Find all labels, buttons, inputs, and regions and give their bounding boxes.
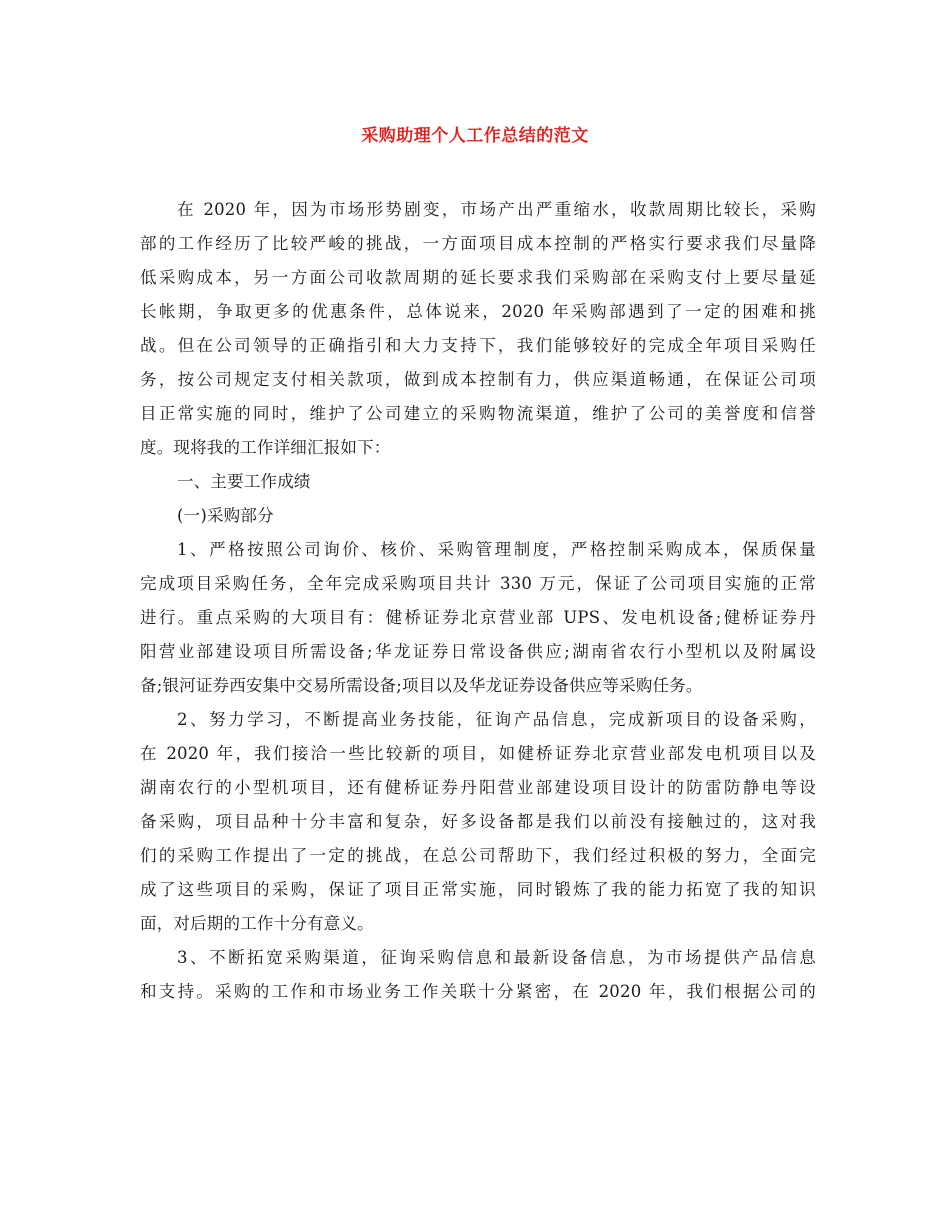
text-line: 成了这些项目的采购，保证了项目正常实施，同时锻炼了我的能力拓宽了我的知识 [140,880,816,899]
text-line: 一、主要工作成绩 [177,472,311,491]
text-line: 度。现将我的工作详细汇报如下： [140,438,391,457]
text-line: 部的工作经历了比较严峻的挑战，一方面项目成本控制的严格实行要求我们尽量降 [140,234,816,253]
text-line: 进行。重点采购的大项目有：健桥证券北京营业部 UPS、发电机设备;健桥证券丹 [140,608,816,627]
text-line: 战。但在公司领导的正确指引和大力支持下，我们能够较好的完成全年项目采购任 [140,336,816,355]
text-line: 和支持。采购的工作和市场业务工作关联十分紧密，在 2020 年，我们根据公司的 [140,982,816,1001]
text-line: 们的采购工作提出了一定的挑战，在总公司帮助下，我们经过积极的努力，全面完 [140,846,816,865]
document-title: 采购助理个人工作总结的范文 [361,126,589,146]
text-line: 完成项目采购任务，全年完成采购项目共计 330 万元，保证了公司项目实施的正常 [140,574,816,593]
text-line: 低采购成本，另一方面公司收款周期的延长要求我们采购部在采购支付上要尽量延 [140,268,816,287]
text-line: 备采购，项目品种十分丰富和复杂，好多设备都是我们以前没有接触过的，这对我 [140,812,816,831]
text-line: 1、严格按照公司询价、核价、采购管理制度，严格控制采购成本，保质保量 [177,540,816,559]
text-line: 在 2020 年，我们接洽一些比较新的项目，如健桥证券北京营业部发电机项目以及 [140,744,816,763]
text-line: 长帐期，争取更多的优惠条件，总体说来，2020 年采购部遇到了一定的困难和挑 [140,302,816,321]
text-line: 阳营业部建设项目所需设备;华龙证券日常设备供应;湖南省农行小型机以及附属设 [140,642,816,661]
text-line: 3、不断拓宽采购渠道，征询采购信息和最新设备信息，为市场提供产品信息 [177,948,816,967]
text-line: (一)采购部分 [177,506,274,525]
text-line: 备;银河证券西安集中交易所需设备;项目以及华龙证券设备供应等采购任务。 [140,676,703,695]
text-line: 在 2020 年，因为市场形势剧变，市场产出严重缩水，收款周期比较长，采购 [177,200,816,219]
text-line: 2、努力学习，不断提高业务技能，征询产品信息，完成新项目的设备采购， [177,710,816,729]
text-line: 面，对后期的工作十分有意义。 [140,914,374,933]
text-line: 务，按公司规定支付相关款项，做到成本控制有力，供应渠道畅通，在保证公司项 [140,370,816,389]
text-line: 湖南农行的小型机项目，还有健桥证券丹阳营业部建设项目设计的防雷防静电等设 [140,778,816,797]
text-line: 目正常实施的同时，维护了公司建立的采购物流渠道，维护了公司的美誉度和信誉 [140,404,816,423]
document-body [140,193,816,1009]
